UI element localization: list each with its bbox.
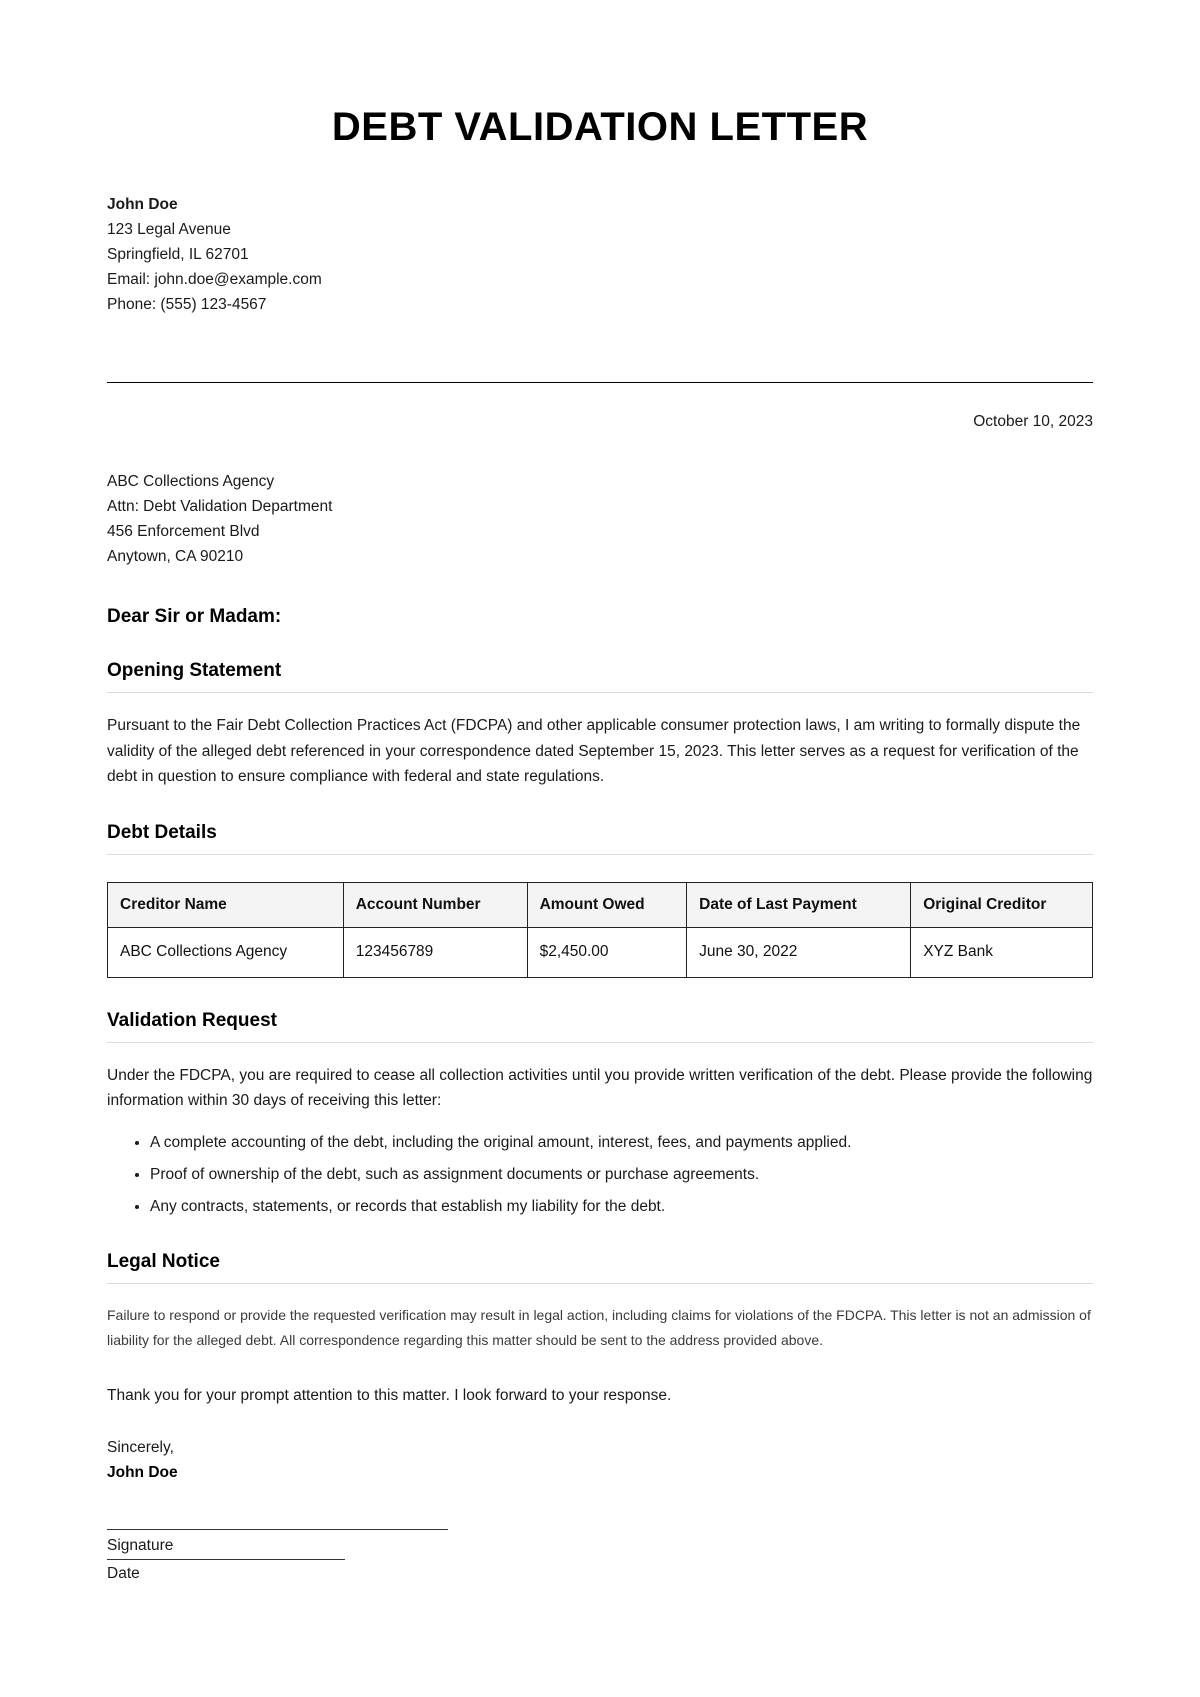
cell-original-creditor: XYZ Bank	[911, 927, 1093, 977]
cell-account-number: 123456789	[343, 927, 527, 977]
opening-statement-paragraph: Pursuant to the Fair Debt Collection Practices Act (FDCPA) and other applicable consumer protection laws, I am writing to formally dispute the validity of the alleged debt referenced in your correspondence dated September 15, 2023. This letter serves as a request for verification of the debt in question to ensure compliance with federal and state regulations.	[107, 717, 1081, 785]
column-header-account-number: Account Number	[343, 882, 527, 927]
column-header-date-of-last-payment: Date of Last Payment	[687, 882, 911, 927]
sender-phone: Phone: (555) 123-4567	[107, 296, 267, 313]
column-header-original-creditor: Original Creditor	[911, 882, 1093, 927]
table-row	[108, 927, 1093, 977]
signoff-name: John Doe	[107, 1463, 178, 1481]
recipient-city-state-zip: Anytown, CA 90210	[107, 548, 244, 565]
page-title: DEBT VALIDATION LETTER	[331, 105, 869, 149]
cell-amount-owed: $2,450.00	[527, 927, 687, 977]
sender-email: Email: john.doe@example.com	[107, 271, 322, 288]
signature-label[interactable]: Signature	[107, 1537, 345, 1560]
recipient-address-block	[107, 469, 1093, 569]
section-heading-opening-statement: Opening Statement	[107, 660, 1093, 693]
list-item: • Any contracts, statements, or records that establish my liability for the debt.	[150, 1194, 1093, 1219]
sender-name: John Doe	[107, 196, 178, 213]
header-divider	[107, 382, 1093, 383]
recipient-attention: Attn: Debt Validation Department	[107, 498, 333, 515]
sender-address-block	[107, 192, 1093, 317]
list-item: • Proof of ownership of the debt, such as assignment documents or purchase agreements.	[150, 1162, 1093, 1187]
legal-notice-paragraph: Failure to respond or provide the requested verification may result in legal action, including claims for violations of the FDCPA. This letter is not an admission of liability for the alleged debt. All correspondence regarding this matter should be sent to the address provided above.	[107, 1306, 1091, 1348]
section-heading-debt-details: Debt Details	[107, 822, 1093, 855]
section-heading-legal-notice: Legal Notice	[107, 1251, 1093, 1284]
signature-rule	[107, 1529, 448, 1530]
letter-date: October 10, 2023	[973, 413, 1093, 430]
validation-request-paragraph: Under the FDCPA, you are required to cease all collection activities until you provide written verification of the debt. Please provide the following information within 30 days of receiving this letter:	[107, 1066, 1093, 1109]
list-item: • A complete accounting of the debt, including the original amount, interest, fees, and payments applied.	[150, 1130, 1093, 1155]
table-header-row	[108, 882, 1093, 927]
cell-creditor-name: ABC Collections Agency	[108, 927, 344, 977]
cell-date-of-last-payment: June 30, 2022	[687, 927, 911, 977]
sender-city-state-zip: Springfield, IL 62701	[107, 246, 249, 263]
recipient-street: 456 Enforcement Blvd	[107, 523, 260, 540]
signoff-sincerely: Sincerely,	[107, 1438, 174, 1456]
section-heading-validation-request: Validation Request	[107, 1010, 1093, 1043]
salutation: Dear Sir or Madam:	[107, 606, 282, 627]
debt-details-table	[107, 882, 1093, 978]
date-label[interactable]: Date	[107, 1564, 140, 1582]
column-header-amount-owed: Amount Owed	[527, 882, 687, 927]
column-header-creditor-name: Creditor Name	[108, 882, 344, 927]
validation-request-list	[107, 1130, 1093, 1219]
signature-area	[107, 1529, 1093, 1603]
recipient-company: ABC Collections Agency	[107, 473, 275, 490]
signoff-block	[107, 1435, 1093, 1485]
closing-thanks-paragraph: Thank you for your prompt attention to this matter. I look forward to your response.	[107, 1386, 672, 1404]
sender-street: 123 Legal Avenue	[107, 221, 231, 238]
